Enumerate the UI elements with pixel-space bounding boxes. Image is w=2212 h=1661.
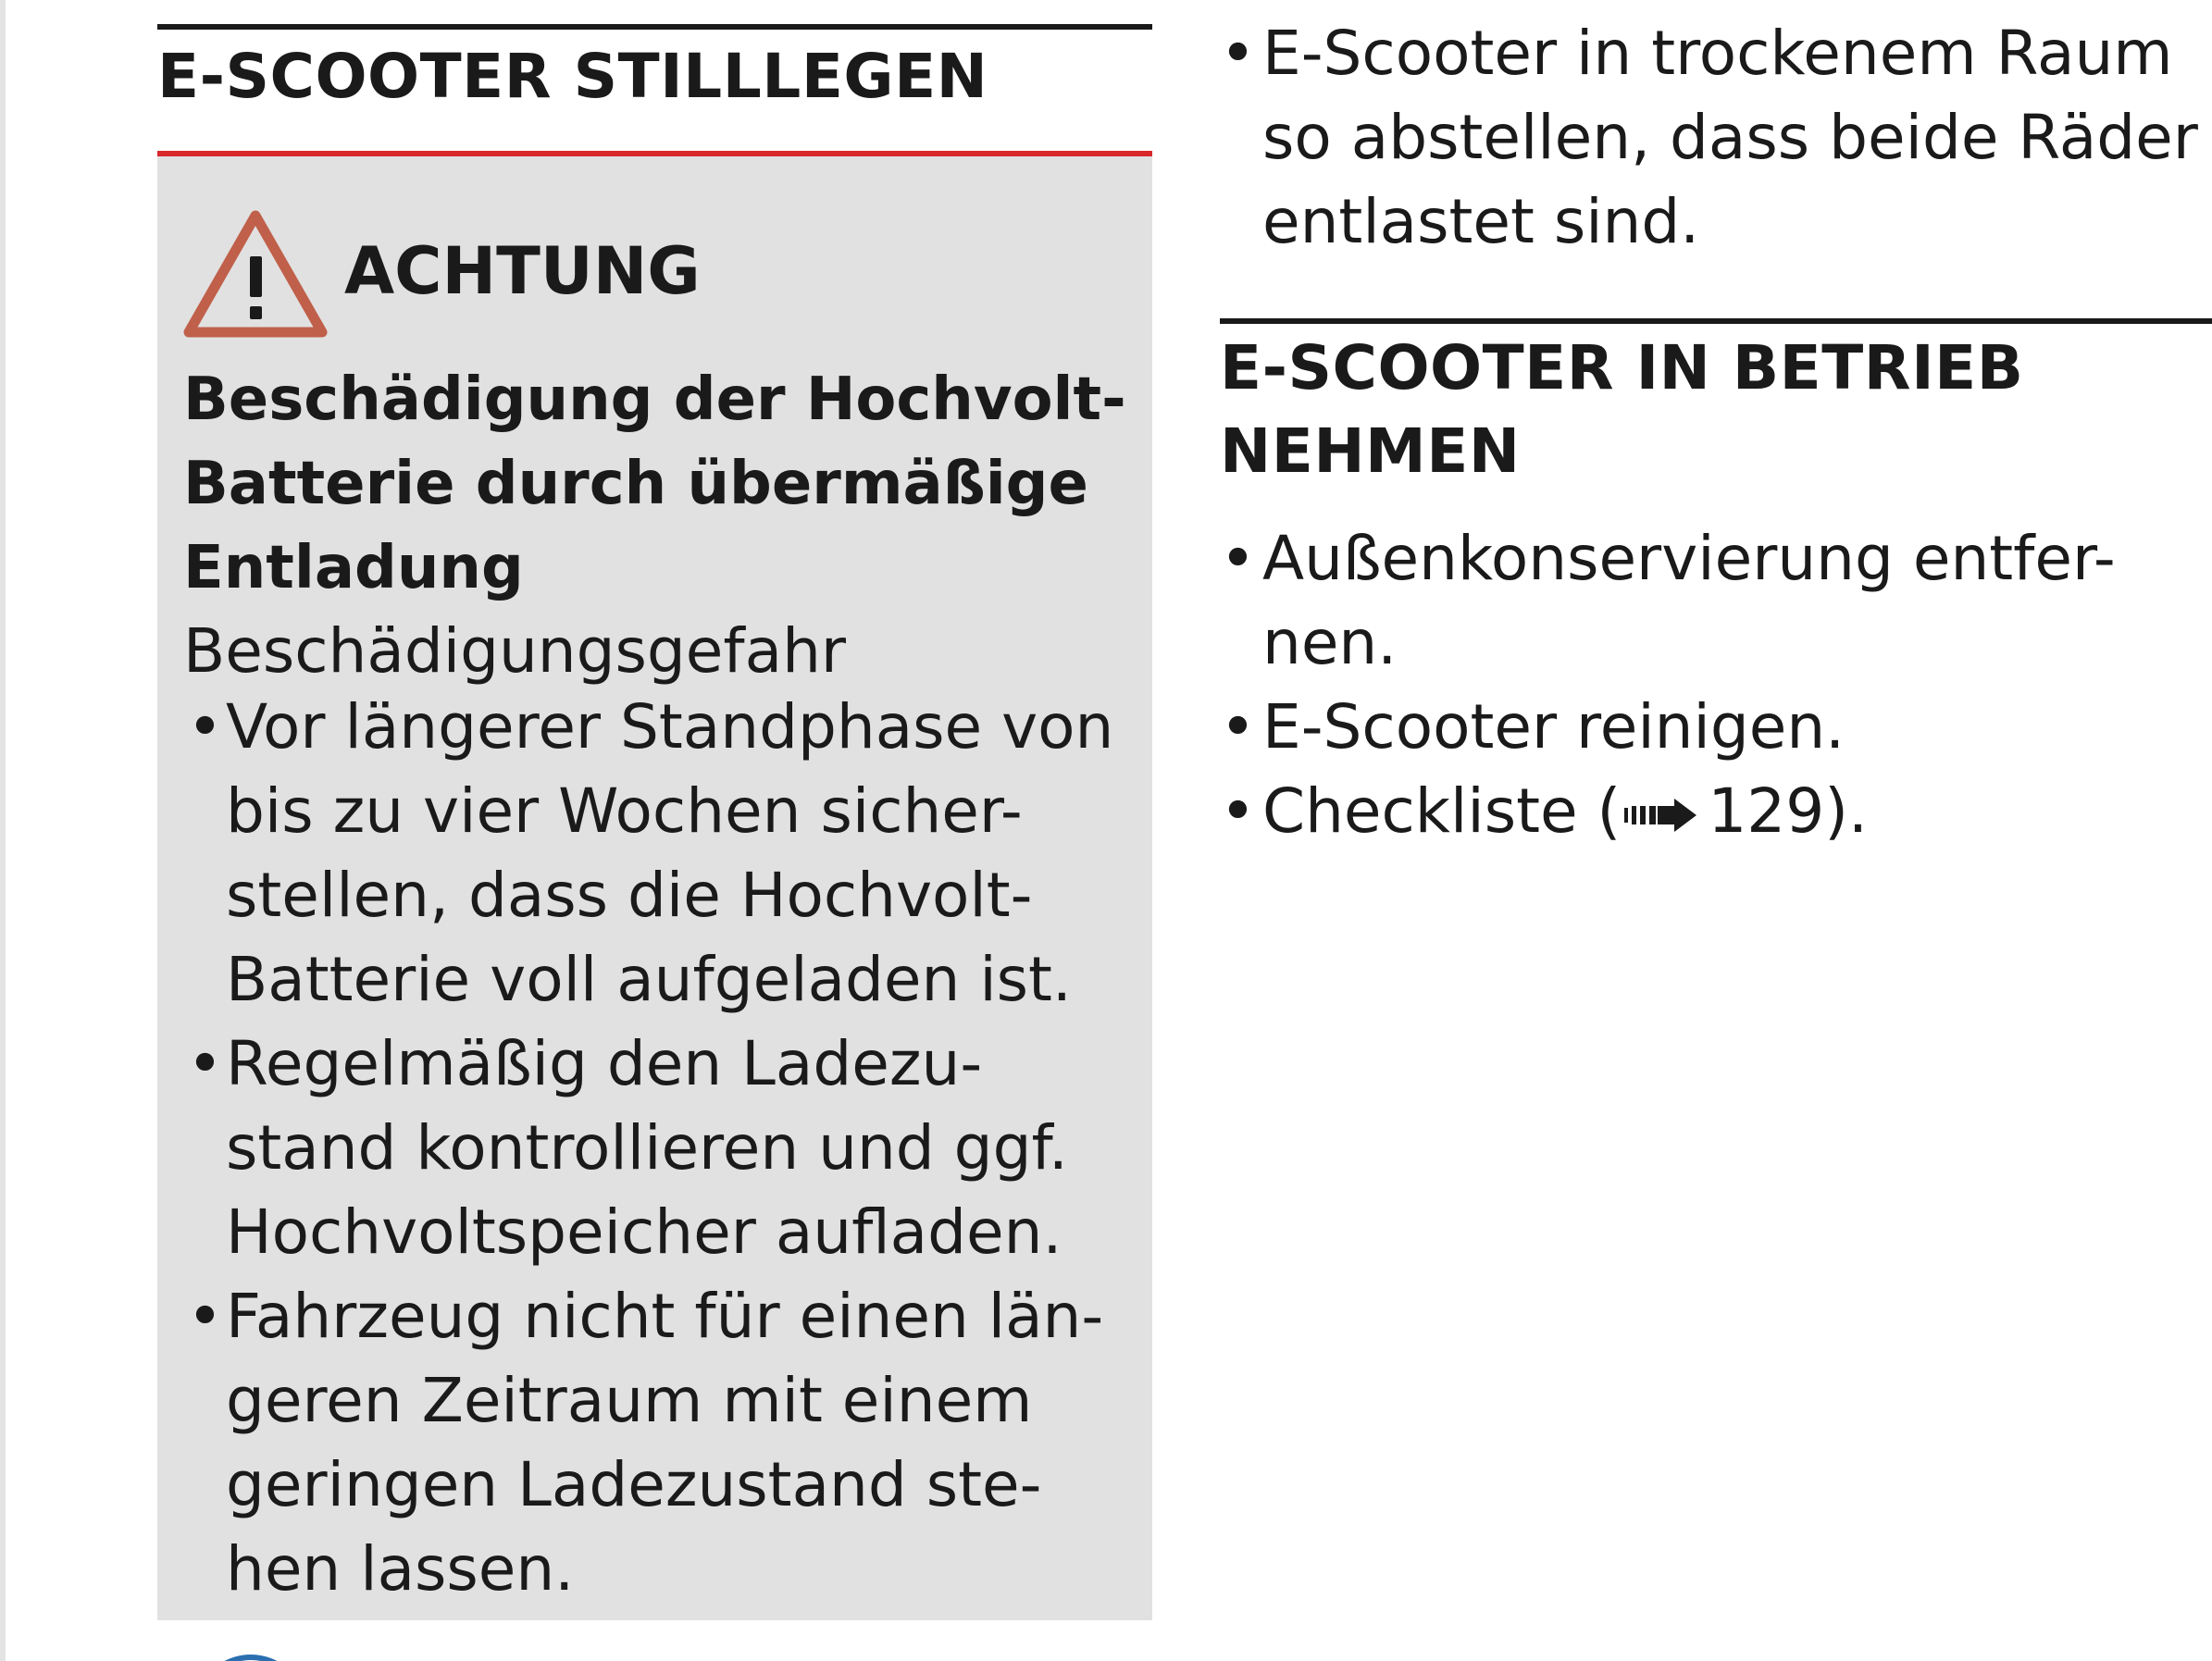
next-block-partial [157, 1647, 1152, 1661]
checklist-prefix: Checkliste ( [1262, 775, 1622, 847]
warning-heading [183, 358, 1127, 611]
checklist-suffix: ). [1824, 775, 1869, 847]
warning-box [157, 156, 1152, 1620]
list-item [183, 1274, 1137, 1611]
storage-list [1220, 11, 2212, 264]
list-item [183, 685, 1137, 1022]
section-title-stilllegen: E-SCOOTER STILLLEGEN [157, 41, 988, 112]
list-item [183, 1022, 1137, 1274]
warning-label: ACHTUNG [344, 233, 701, 309]
warning-heading-text: Beschädigung der Hochvolt-Batterie durch übermäßige Entladung [183, 366, 1126, 602]
page-reference-arrow-icon[interactable] [1622, 797, 1700, 834]
list-item-text: E-Scooter in trockenem Raum so abstellen, dass beide Räder entlastet sind. [1262, 18, 2198, 257]
warning-triangle-icon [181, 208, 329, 340]
bullet-icon: • [187, 1028, 223, 1099]
section-rule [157, 24, 1152, 30]
bullet-icon: • [187, 1281, 223, 1352]
page-reference-number[interactable]: 129 [1708, 775, 1825, 847]
bullet-icon: • [1220, 523, 1256, 594]
list-item-text: Außenkonservierung entfer-nen. [1262, 523, 2116, 678]
bullet-icon: • [1220, 18, 1256, 89]
warning-list [183, 685, 1137, 1611]
info-circle-icon [194, 1655, 307, 1661]
list-item-text: Vor längerer Standphase von bis zu vier Wochen sicher-stellen, dass die Hochvolt-Batterie voll aufgeladen ist. [226, 691, 1114, 1015]
list-item-text: Fahrzeug nicht für einen län-geren Zeitraum mit einem geringen Ladezustand ste-hen lassen. [226, 1281, 1104, 1605]
page-edge [0, 0, 6, 1661]
list-item [1220, 11, 2212, 264]
bullet-icon: • [1220, 691, 1256, 762]
list-item [1220, 516, 2212, 685]
list-item-text: Regelmäßig den Ladezu-stand kontrollieren und ggf. Hochvoltspeicher aufladen. [226, 1028, 1068, 1268]
warning-subtitle: Beschädigungsgefahr [183, 615, 847, 687]
list-item-text: E-Scooter reinigen. [1262, 691, 1845, 762]
startup-list [1220, 516, 2212, 853]
list-item [1220, 685, 2212, 769]
section-rule [1220, 318, 2212, 324]
bullet-icon: • [187, 691, 223, 762]
section-title-inbetriebnahme: E-SCOOTER IN BETRIEB NEHMEN [1220, 332, 2024, 487]
checklist-item [1220, 769, 2212, 853]
bullet-icon: • [1220, 775, 1256, 847]
